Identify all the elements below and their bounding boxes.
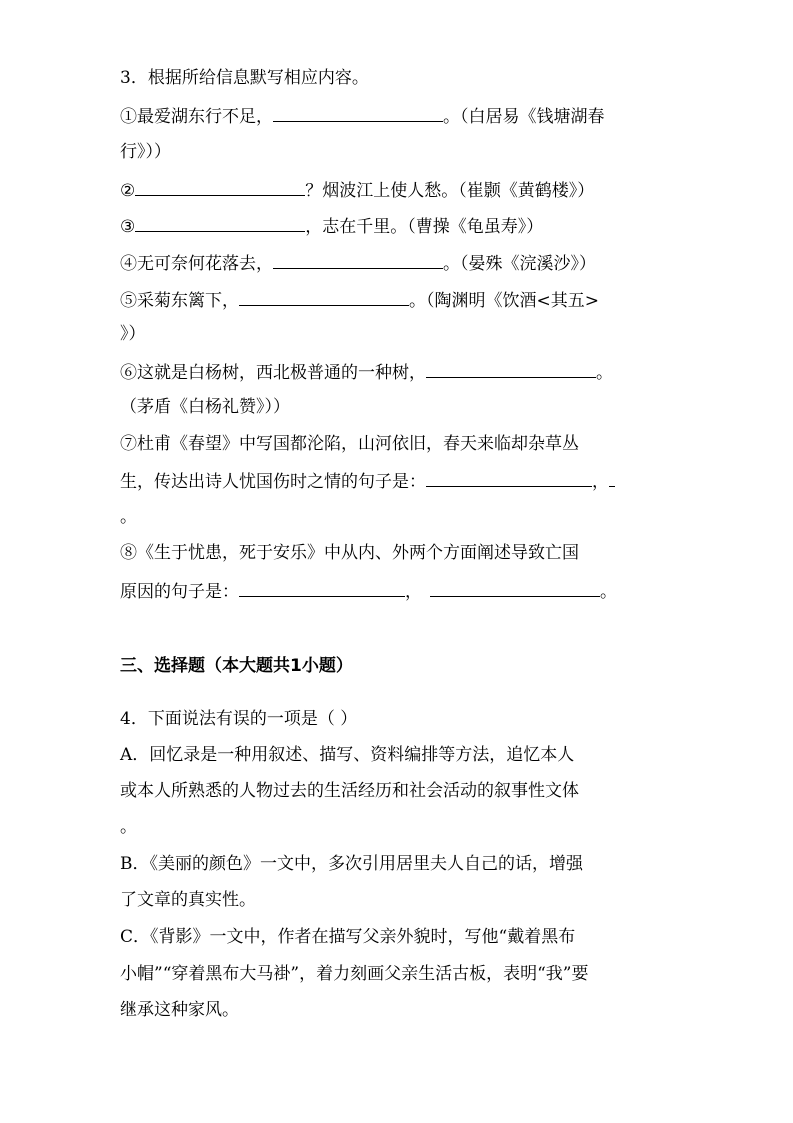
q4-option-c-line1[interactable]: C．《背影》一文中，作者在描写父亲外貌时，写他“戴着黑布	[120, 927, 576, 947]
section-title: 三、选择题（本大题共1小题）	[120, 656, 353, 676]
item-text: ？烟波江上使人愁。（崔颢《黄鹤楼》）	[305, 181, 595, 201]
q3-item-7: ⑦杜甫《春望》中写国都沦陷，山河依旧，春天来临却杂草丛	[120, 434, 579, 454]
answer-blank[interactable]	[426, 468, 592, 487]
q4-option-a-line1[interactable]: A．回忆录是一种用叙述、描写、资料编排等方法，追忆本人	[120, 745, 575, 765]
item-text: ⑤采菊东篱下，	[120, 291, 239, 311]
item-text: ，	[405, 582, 422, 602]
q3-item-6	[120, 359, 613, 385]
q4-option-c-line2[interactable]: 小帽”“穿着黑布大马褂”，着力刻画父亲生活古板，表明“我”要	[120, 964, 589, 984]
answer-blank[interactable]	[239, 287, 409, 306]
q3-item-8: ⑧《生于忧患，死于安乐》中从内、外两个方面阐述导致亡国	[120, 543, 579, 563]
q4-option-a-line3[interactable]: 。	[120, 817, 137, 837]
answer-blank[interactable]	[273, 250, 443, 269]
item-text: ，志在千里。（曹操《龟虽寿》）	[305, 217, 544, 237]
q4-option-a-line2[interactable]: 或本人所熟悉的人物过去的生活经历和社会活动的叙事性文体	[120, 781, 579, 801]
q3-item-3	[120, 213, 543, 239]
answer-blank[interactable]	[609, 468, 615, 487]
item-text: ④无可奈何花落去，	[120, 254, 273, 274]
answer-blank[interactable]	[426, 359, 596, 378]
answer-blank[interactable]	[273, 103, 443, 122]
item-text: 。	[600, 582, 617, 602]
answer-blank[interactable]	[430, 578, 600, 597]
q3-item-5	[120, 287, 599, 313]
q4-option-c-line3[interactable]: 继承这种家风。	[120, 1000, 239, 1020]
q4-option-b-line1[interactable]: B．《美丽的颜色》一文中，多次引用居里夫人自己的话，增强	[120, 854, 583, 874]
item-text: 生，传达出诗人忧国伤时之情的句子是：	[120, 472, 426, 492]
q3-item-7-end: 。	[120, 507, 137, 527]
answer-blank[interactable]	[135, 213, 305, 232]
item-text: 原因的句子是：	[120, 582, 239, 602]
q3-item-4	[120, 250, 596, 276]
q4-option-b-line2[interactable]: 了文章的真实性。	[120, 890, 256, 910]
q3-item-7-line2	[120, 468, 615, 494]
q3-item-1-cont: 行》））	[120, 142, 171, 162]
item-text: ②	[120, 181, 136, 201]
item-text: 。（晏殊《浣溪沙》）	[443, 254, 596, 274]
answer-blank[interactable]	[239, 578, 405, 597]
q3-item-8-line2	[120, 578, 617, 604]
q3-item-5-cont: 》）	[120, 324, 146, 344]
item-text: ③	[120, 217, 136, 237]
q4-stem: 4．下面说法有误的一项是（ ）	[120, 709, 358, 729]
q3-stem: 3．根据所给信息默写相应内容。	[120, 68, 369, 88]
q3-item-1	[120, 103, 605, 129]
answer-blank[interactable]	[135, 177, 305, 196]
item-text: ，	[592, 472, 609, 492]
item-text: ⑥这就是白杨树，西北极普通的一种树，	[120, 363, 426, 383]
q3-item-6-cont: （茅盾《白杨礼赞》））	[120, 397, 290, 417]
item-text: 。	[596, 363, 613, 383]
q3-item-2	[120, 177, 594, 203]
item-text: ①最爱湖东行不足，	[120, 107, 273, 127]
item-text: 。（白居易《钱塘湖春	[443, 107, 605, 127]
item-text: 。（陶渊明《饮酒<其五>	[409, 291, 599, 311]
